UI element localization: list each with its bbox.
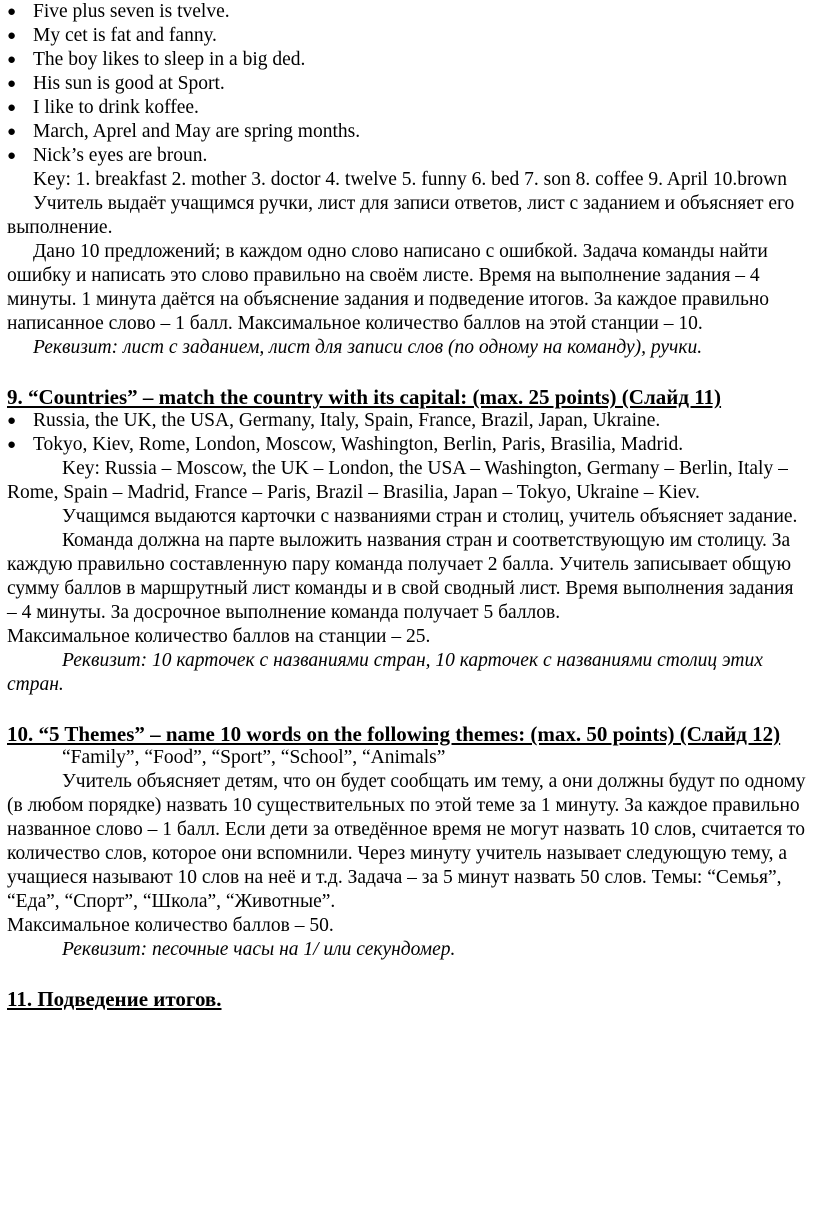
props-note: Реквизит: песочные часы на 1/ или секундомер. <box>62 939 456 960</box>
list-item: ● Nick’s eyes are broun. <box>7 145 208 166</box>
paragraph: Команда должна на парте выложить названия стран и соответствующую им столицу. За каждую правильно составленную пару команда получает 2 балла. Учитель записывает общую сумму баллов в маршрутный лист команды и в свой сводный лист. Время выполнения задания – 4 минуты. За досрочное выполнение команда получает 5 баллов. <box>7 530 794 623</box>
list-item: ● His sun is good at Sport. <box>7 73 225 94</box>
bullet-icon: ● <box>7 76 17 92</box>
paragraph: Дано 10 предложений; в каждом одно слово написано с ошибкой. Задача команды найти ошибку и написать это слово правильно на своём листе. Время на выполнение задания – 4 минуты. 1 минута даётся на объяснение задания и подведение итогов. За каждое правильно написанное слово – 1 балл. Максимальное количество баллов на этой станции – 10. <box>7 241 770 334</box>
answer-key: Key: 1. breakfast 2. mother 3. doctor 4. twelve 5. funny 6. bed 7. son 8. coffee 9. April 10.brown <box>33 169 788 190</box>
paragraph: Учитель объясняет детям, что он будет сообщать им тему, а они должны будут по одному (в любом порядке) назвать 10 существительных по этой теме за 1 минуту. За каждое правильно названное слово – 1 балл. Если дети за отведённое время не могут назвать 10 слов, считается то количество слов, которое они вспомнили. Через минуту учитель называет следующую тему, а учащиеся называют 10 слов на неё и т.д. Задача – за 5 минут назвать 50 слов. Темы: “Семья”, “Еда”, “Спорт”, “Школа”, “Животные”. <box>7 771 806 912</box>
props-note: Реквизит: 10 карточек с названиями стран, 10 карточек с названиями столиц этих стран. <box>7 650 763 695</box>
themes-list: “Family”, “Food”, “Sport”, “School”, “Animals” <box>62 747 446 768</box>
list-item: ● March, Aprel and May are spring months. <box>7 121 361 142</box>
bullet-icon: ● <box>7 52 17 68</box>
bullet-icon: ● <box>7 4 17 20</box>
bullet-icon: ● <box>7 28 17 44</box>
props-note: Реквизит: лист с заданием, лист для записи слов (по одному на команду), ручки. <box>33 337 703 358</box>
bullet-icon: ● <box>7 148 17 164</box>
country-list <box>7 409 808 457</box>
bullet-icon: ● <box>7 413 17 429</box>
list-item: ● Five plus seven is tvelve. <box>7 1 230 22</box>
list-item: ● Russia, the UK, the USA, Germany, Italy, Spain, France, Brazil, Japan, Ukraine. <box>7 410 661 431</box>
bullet-icon: ● <box>7 437 17 453</box>
bullet-icon: ● <box>7 124 17 140</box>
bullet-icon: ● <box>7 100 17 116</box>
list-item: ● My cet is fat and fanny. <box>7 25 217 46</box>
max-score: Максимальное количество баллов – 50. <box>7 915 334 936</box>
section-heading: 9. “Countries” – match the country with its capital: (max. 25 points) (Слайд 11) <box>7 385 722 409</box>
max-score: Максимальное количество баллов на станции – 25. <box>7 626 431 647</box>
section-heading: 11. Подведение итогов. <box>7 987 222 1011</box>
list-item: ● The boy likes to sleep in a big ded. <box>7 49 306 70</box>
sentence-list <box>7 0 808 168</box>
paragraph: Учащимся выдаются карточки с названиями стран и столиц, учитель объясняет задание. <box>62 506 798 527</box>
list-item: ● I like to drink koffee. <box>7 97 199 118</box>
answer-key: Key: Russia – Moscow, the UK – London, the USA – Washington, Germany – Berlin, Italy – Rome, Spain – Madrid, France – Paris, Brazil – Brasilia, Japan – Tokyo, Ukraine – Kiev. <box>7 458 788 503</box>
paragraph: Учитель выдаёт учащимся ручки, лист для записи ответов, лист с заданием и объясняет его выполнение. <box>7 193 795 238</box>
section-heading: 10. “5 Themes” – name 10 words on the following themes: (max. 50 points) (Слайд 12) <box>7 722 781 746</box>
list-item: ● Tokyo, Kiev, Rome, London, Moscow, Washington, Berlin, Paris, Brasilia, Madrid. <box>7 434 684 455</box>
